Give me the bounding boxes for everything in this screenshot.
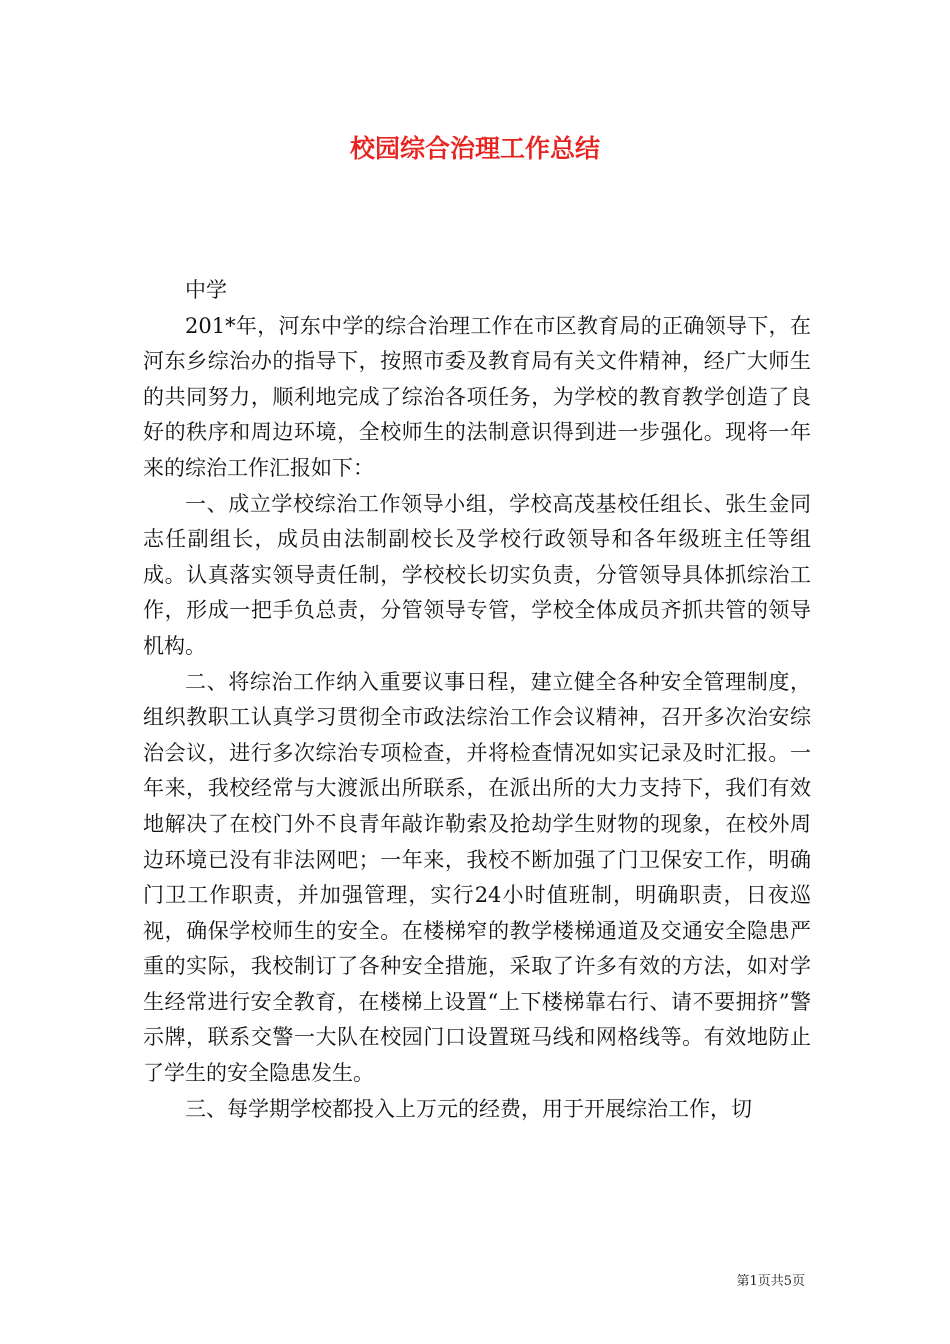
paragraph-intro: 201*年，河东中学的综合治理工作在市区教育局的正确领导下，在河东乡综治办的指导下，按照市委及教育局有关文件精神，经广大师生的共同努力，顺利地完成了综治各项任务，为学校的教育教学创造了良好的秩序和周边环境，全校师生的法制意识得到进一步强化。现将一年来的综治工作汇报如下： <box>143 313 811 480</box>
paragraph-section-one: 一、成立学校综治工作领导小组，学校高茂基校任组长、张生金同志任副组长，成员由法制副校长及学校行政领导和各年级班主任等组成。认真落实领导责任制，学校校长切实负责，分管领导具体抓综治工作，形成一把手负总责，分管领导专管，学校全体成员齐抓共管的领导机构。 <box>143 491 811 658</box>
document-body <box>143 273 811 1127</box>
document-title: 校园综合治理工作总结 <box>349 134 600 163</box>
paragraph-section-three: 三、每学期学校都投入上万元的经费，用于开展综治工作，切 <box>185 1096 752 1121</box>
paragraph-section-two: 二、将综治工作纳入重要议事日程，建立健全各种安全管理制度，组织教职工认真学习贯彻全市政法综治工作会议精神，召开多次治安综治会议，进行多次综治专项检查，并将检查情况如实记录及时汇报。一年来，我校经常与大渡派出所联系，在派出所的大力支持下，我们有效地解决了在校门外不良青年敲诈勒索及抢劫学生财物的现象，在校外周边环境已没有非法网吧；一年来，我校不断加强了门卫保安工作，明确门卫工作职责，并加强管理，实行24小时值班制，明确职责，日夜巡视，确保学校师生的安全。在楼梯窄的教学楼梯通道及交通安全隐患严重的实际，我校制订了各种安全措施，采取了许多有效的方法，如对学生经常进行安全教育，在楼梯上设置“上下楼梯靠右行、请不要拥挤”警示牌，联系交警一大队在校园门口设置斑马线和网格线等。有效地防止了学生的安全隐患发生。 <box>143 669 811 1086</box>
page-number-footer: 第1页共5页 <box>736 1274 805 1289</box>
paragraph-heading: 中学 <box>185 278 227 302</box>
